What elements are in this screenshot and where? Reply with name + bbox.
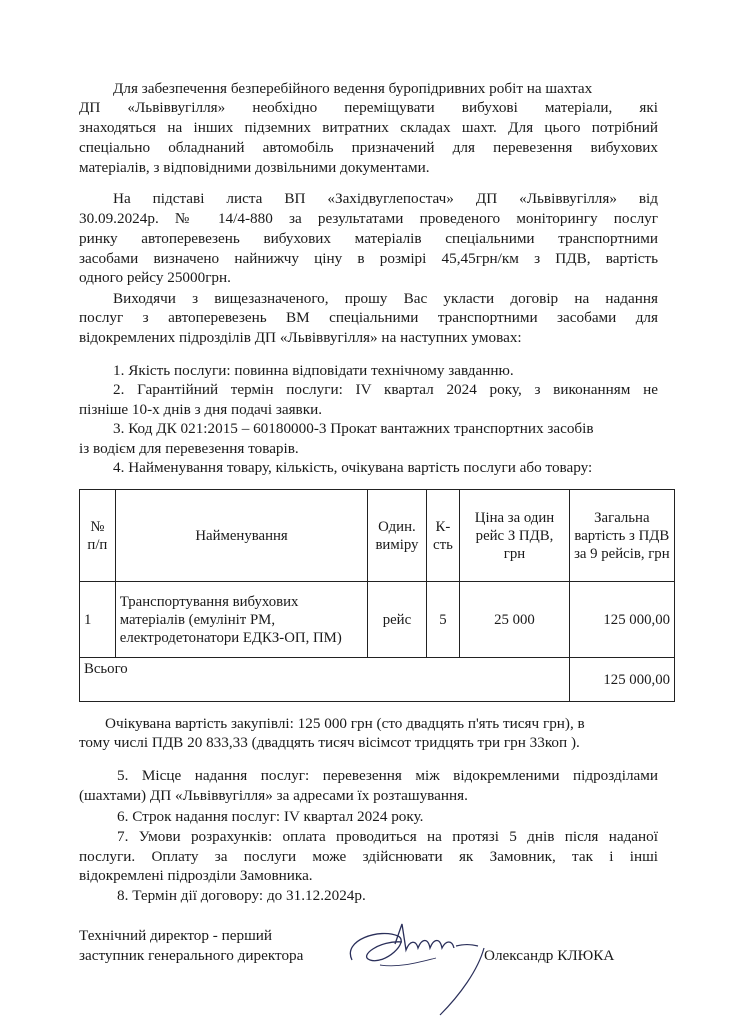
intro-p1-line4: спеціально обладнаний автомобіль призначений для перевезення вибухових <box>79 139 658 156</box>
condition-7-line2: послуги. Оплату за послуги може здійснювати як Замовник, так і інші <box>79 848 658 865</box>
row-quantity: 5 <box>426 582 460 658</box>
condition-2-line1: 2. Гарантійний термін послуги: IV квартал 2024 року, з виконанням не <box>113 381 658 398</box>
expected-cost-line1: Очікувана вартість закупівлі: 125 000 грн (сто двадцять п'ять тисяч грн), в <box>105 715 585 732</box>
condition-3-line2: із водієм для перевезення товарів. <box>79 440 299 457</box>
expected-cost-line2: тому числі ПДВ 20 833,33 (двадцять тисяч вісімсот тридцять три грн 33коп ). <box>79 734 580 751</box>
signatory-name: Олександр КЛЮКА <box>484 947 615 964</box>
intro-p3-line1: Виходячи з вищезазначеного, прошу Вас укласти договір на надання <box>113 290 658 307</box>
row-unit: рейс <box>368 582 426 658</box>
header-number: № п/п <box>80 490 116 582</box>
condition-2-line2: пізніше 10-х днів з дня подачі заявки. <box>79 401 323 418</box>
handwritten-signature <box>340 910 510 1020</box>
row-number: 1 <box>80 582 116 658</box>
header-name: Найменування <box>115 490 368 582</box>
intro-p2-line3: ринку автоперевезень вибухових матеріалів спеціальними транспортними <box>79 230 658 247</box>
row-price: 25 000 <box>460 582 569 658</box>
condition-4: 4. Найменування товару, кількість, очікувана вартість послуги або товару: <box>113 459 593 476</box>
intro-p1-line2: ДП «Львіввугілля» необхідно переміщувати вибухові матеріали, які <box>79 99 658 116</box>
intro-p3-line2: послуг з автоперевезень ВМ спеціальними транспортними засобами для <box>79 309 658 326</box>
row-name: Транспортування вибухових матеріалів (емулініт РМ, електродетонатори ЕДКЗ-ОП, ПМ) <box>115 582 368 658</box>
intro-p2-line2: 30.09.2024р. № 14/4-880 за результатами проведеного моніторингу послуг <box>79 210 658 227</box>
condition-7-line3: відокремлені підрозділи Замовника. <box>79 867 313 884</box>
intro-p2-line4: засобами визначено найнижчу ціну в розмірі 45,45грн/км з ПДВ, вартість <box>79 250 658 267</box>
condition-5-line1: 5. Місце надання послуг: перевезення між відокремленими підрозділами <box>117 767 658 784</box>
condition-1: 1. Якість послуги: повинна відповідати технічному завданню. <box>113 362 514 379</box>
header-price: Ціна за один рейс З ПДВ, грн <box>460 490 569 582</box>
intro-p1-line1: Для забезпечення безперебійного ведення буропідривних робіт на шахтах <box>113 80 593 97</box>
header-total: Загальна вартість з ПДВ за 9 рейсів, грн <box>569 490 674 582</box>
intro-p1-line5: матеріалів, з відповідними дозвільними документами. <box>79 159 430 176</box>
table-row <box>80 582 675 658</box>
signatory-title-line1: Технічний директор - перший <box>79 927 273 944</box>
header-unit: Один. виміру <box>368 490 426 582</box>
table-total-row <box>80 658 675 702</box>
total-value: 125 000,00 <box>569 658 674 702</box>
condition-5-line2: (шахтами) ДП «Львіввугілля» за адресами їх розташування. <box>79 787 468 804</box>
condition-7-line1: 7. Умови розрахунків: оплата проводиться на протязі 5 днів після наданої <box>117 828 658 845</box>
intro-p2-line5: одного рейсу 25000грн. <box>79 269 231 286</box>
condition-6: 6. Строк надання послуг: IV квартал 2024 року. <box>117 808 424 825</box>
table-header-row <box>80 490 675 582</box>
header-quantity: К-сть <box>426 490 460 582</box>
intro-p3-line3: відокремлених підрозділів ДП «Львіввугілля» на наступних умовах: <box>79 329 522 346</box>
total-label: Всього <box>80 658 570 702</box>
intro-p2-line1: На підставі листа ВП «Західвуглепостач» ДП «Львіввугілля» від <box>113 190 658 207</box>
items-table <box>79 489 675 702</box>
condition-8: 8. Термін дії договору: до 31.12.2024р. <box>117 887 366 904</box>
intro-p1-line3: знаходяться на інших підземних витратних складах шахт. Для цього потрібний <box>79 119 658 136</box>
condition-3-line1: 3. Код ДК 021:2015 – 60180000-3 Прокат вантажних транспортних засобів <box>113 420 594 437</box>
row-total: 125 000,00 <box>569 582 674 658</box>
signatory-title-line2: заступник генерального директора <box>79 947 304 964</box>
